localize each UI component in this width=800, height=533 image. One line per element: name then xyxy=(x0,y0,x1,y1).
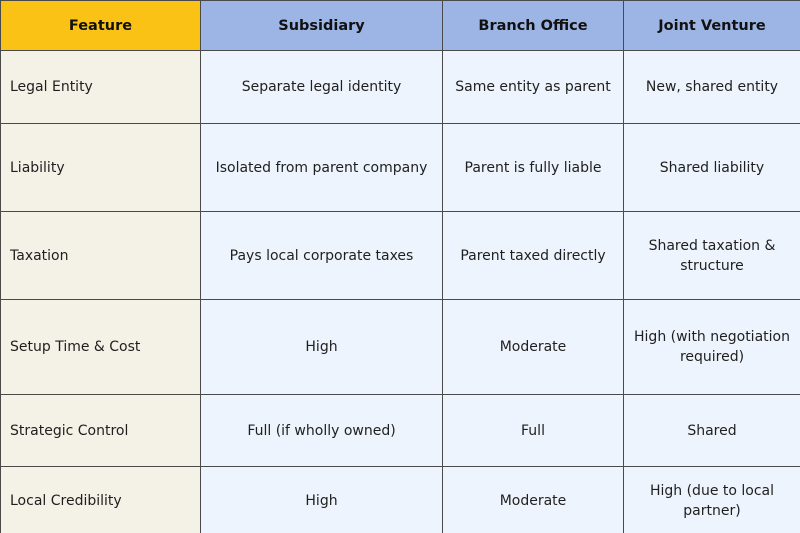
subsidiary-cell: Pays local corporate taxes xyxy=(201,212,443,300)
joint-venture-cell: High (with negotiation required) xyxy=(624,300,800,395)
subsidiary-cell: Separate legal identity xyxy=(201,51,443,124)
feature-cell: Strategic Control xyxy=(1,395,201,467)
feature-cell: Liability xyxy=(1,124,201,212)
branch-office-cell: Parent taxed directly xyxy=(443,212,624,300)
branch-office-cell: Same entity as parent xyxy=(443,51,624,124)
feature-cell: Setup Time & Cost xyxy=(1,300,201,395)
branch-office-cell: Parent is fully liable xyxy=(443,124,624,212)
feature-cell: Taxation xyxy=(1,212,201,300)
header-subsidiary: Subsidiary xyxy=(201,1,443,51)
table-row xyxy=(1,51,800,124)
table-row xyxy=(1,395,800,467)
joint-venture-cell: Shared liability xyxy=(624,124,800,212)
joint-venture-cell: Shared xyxy=(624,395,800,467)
header-joint-venture: Joint Venture xyxy=(624,1,800,51)
header-row xyxy=(1,1,800,51)
subsidiary-cell: High xyxy=(201,467,443,533)
table-body xyxy=(1,51,800,533)
feature-cell: Legal Entity xyxy=(1,51,201,124)
subsidiary-cell: Isolated from parent company xyxy=(201,124,443,212)
branch-office-cell: Moderate xyxy=(443,300,624,395)
table-row xyxy=(1,212,800,300)
table-row xyxy=(1,467,800,533)
table-row xyxy=(1,124,800,212)
header-feature: Feature xyxy=(1,1,201,51)
feature-cell: Local Credibility xyxy=(1,467,201,533)
branch-office-cell: Moderate xyxy=(443,467,624,533)
subsidiary-cell: High xyxy=(201,300,443,395)
joint-venture-cell: Shared taxation & structure xyxy=(624,212,800,300)
table-header xyxy=(1,1,800,51)
joint-venture-cell: New, shared entity xyxy=(624,51,800,124)
subsidiary-cell: Full (if wholly owned) xyxy=(201,395,443,467)
table-row xyxy=(1,300,800,395)
header-branch-office: Branch Office xyxy=(443,1,624,51)
branch-office-cell: Full xyxy=(443,395,624,467)
joint-venture-cell: High (due to local partner) xyxy=(624,467,800,533)
